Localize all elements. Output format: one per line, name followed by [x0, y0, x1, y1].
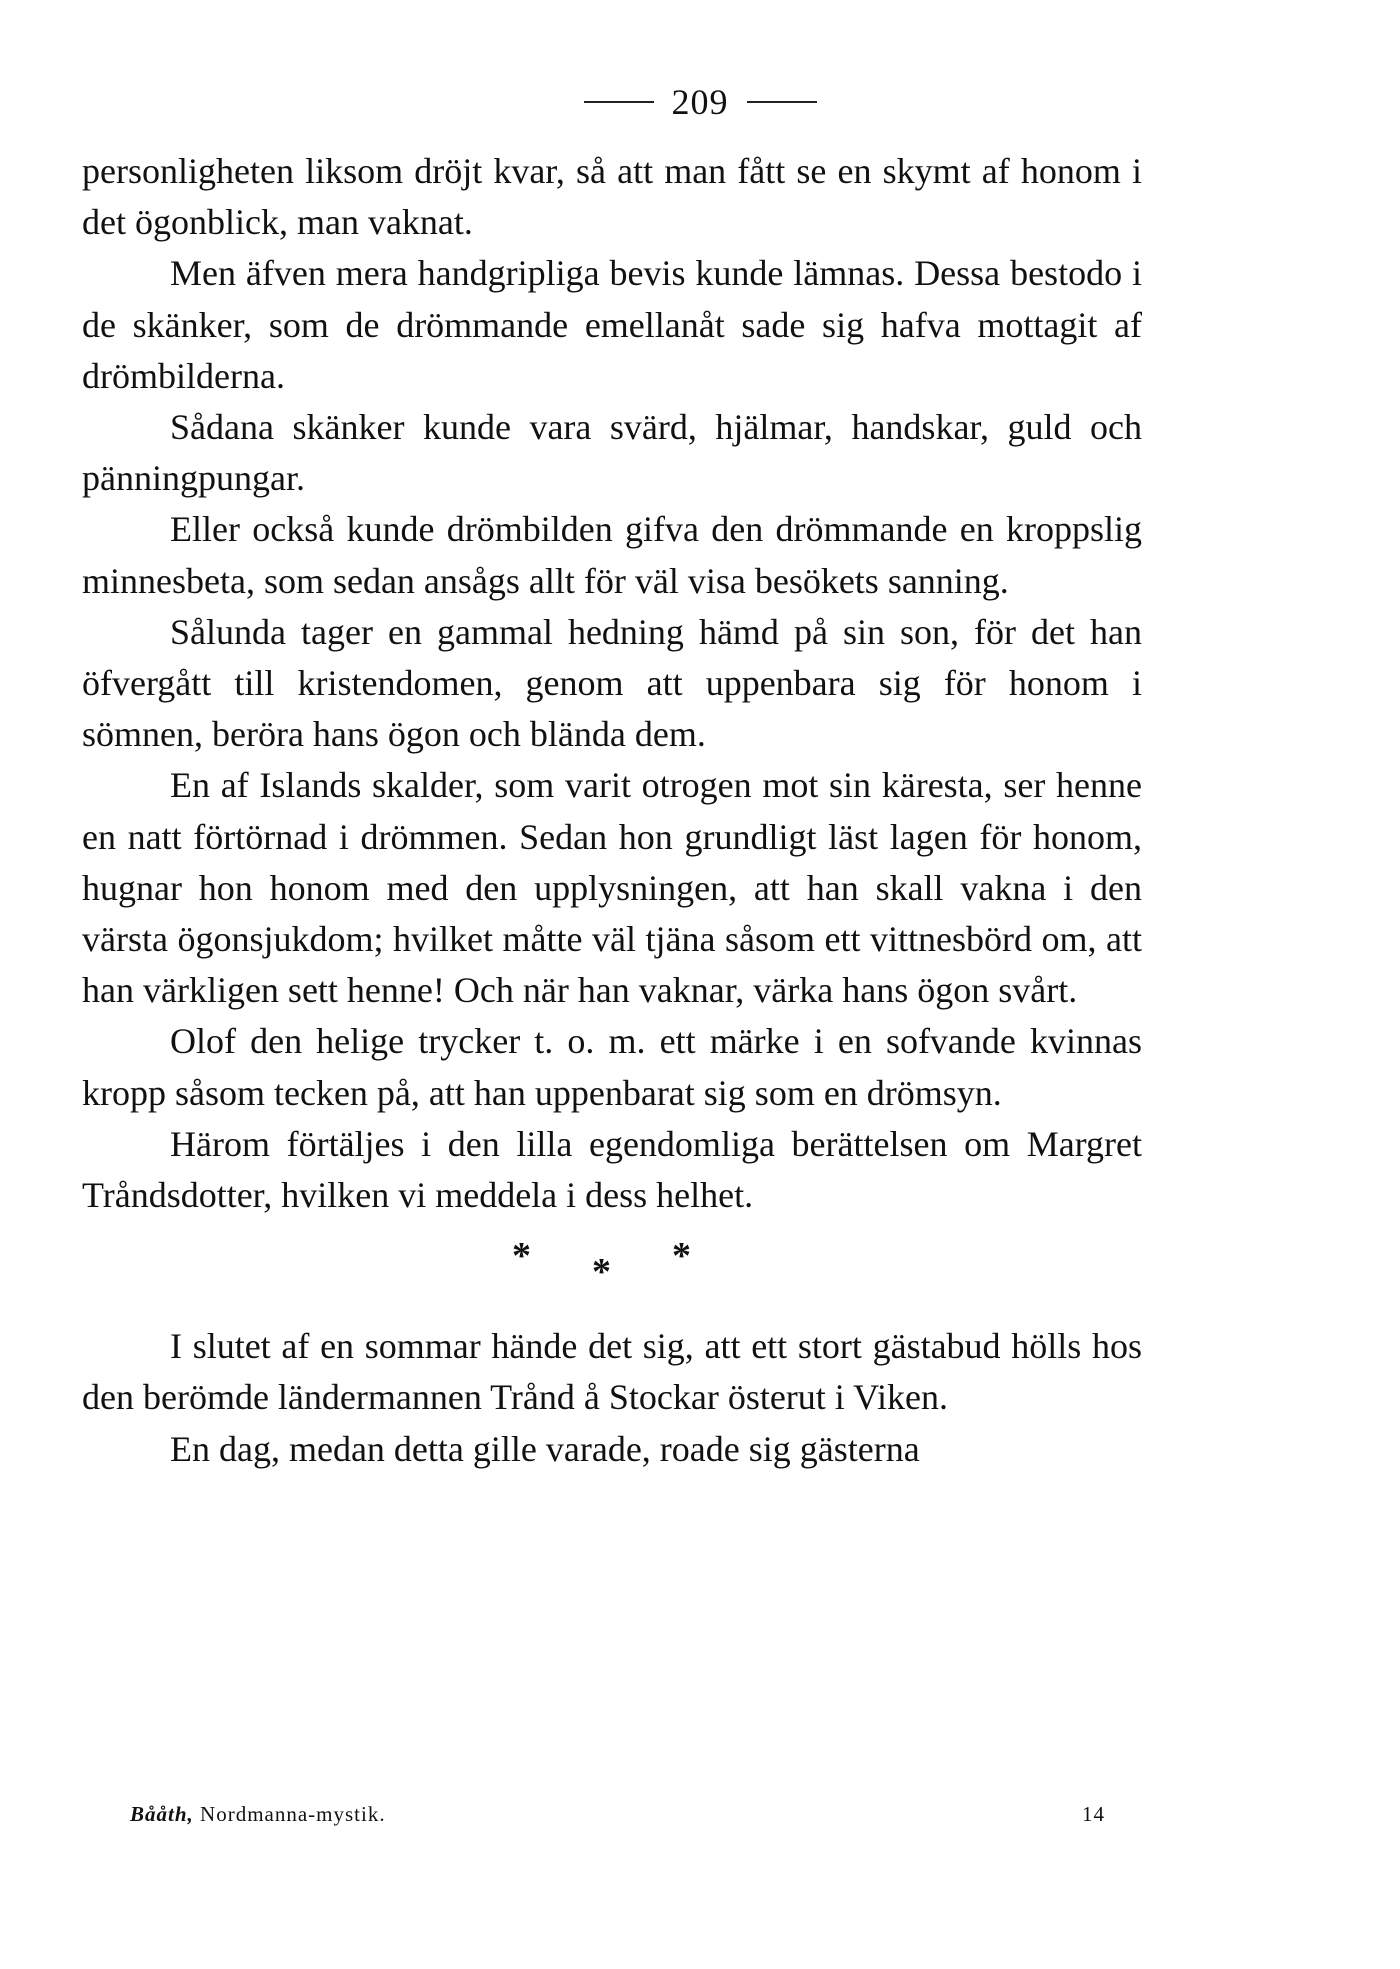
paragraph: En dag, medan detta gille varade, roade sig gästerna: [170, 1428, 920, 1469]
page-header: [0, 82, 1400, 122]
paragraph: Men äfven mera handgripliga bevis kunde lämnas. Dessa bestodo i de skänker, som de drömmande emellanåt sade sig hafva mottagit af drömbilderna.: [82, 253, 1142, 396]
header-rule-right: [747, 101, 817, 103]
footer-author: Bååth,: [130, 1802, 194, 1826]
page-footer: [130, 1802, 1105, 1827]
header-rule-left: [584, 101, 654, 103]
paragraph: I slutet af en sommar hände det sig, att ett stort gästabud hölls hos den berömde ländermannen Trånd å Stockar österut i Viken.: [82, 1326, 1142, 1418]
paragraph: En af Islands skalder, som varit otrogen mot sin käresta, ser henne en natt förtörnad i drömmen. Sedan hon grundligt läst lagen för honom, hugnar hon honom med den upplysningen, att han skall vakna i den värsta ögonsjukdom; hvilket måtte väl tjäna såsom ett vittnesbörd om, att han värkligen sett henne! Och när han vaknar, värka hans ögon svårt.: [82, 765, 1142, 1011]
paragraph-continued: personligheten liksom dröjt kvar, så att man fått se en skymt af honom i det ögonblick, man vaknat.: [82, 151, 1142, 243]
page-number: 209: [671, 82, 729, 122]
paragraph: Härom förtäljes i den lilla egendomliga berättelsen om Margret Tråndsdotter, hvilken vi meddela i dess helhet.: [82, 1123, 1142, 1216]
asterisk-middle: *: [592, 1251, 611, 1294]
section-asterism: [82, 1221, 1142, 1321]
footer-title: Nordmanna-mystik.: [200, 1802, 386, 1826]
footer-imprint: [130, 1802, 386, 1827]
asterisk-right: *: [672, 1235, 691, 1278]
paragraph: Olof den helige trycker t. o. m. ett märke i en sofvande kvinnas kropp såsom tecken på, att han uppenbarat sig som en drömsyn.: [82, 1021, 1142, 1113]
paragraph: Sålunda tager en gammal hedning hämd på sin son, för det han öfvergått till kristendomen, genom att uppenbara sig för honom i sömnen, beröra hans ögon och blända dem.: [82, 611, 1142, 755]
paragraph: Eller också kunde drömbilden gifva den drömmande en kroppslig minnesbeta, som sedan ansågs allt för väl visa besökets sanning.: [82, 509, 1142, 601]
body-text: [82, 146, 1142, 1475]
asterisk-left: *: [512, 1235, 531, 1278]
footer-signature-mark: 14: [1082, 1802, 1105, 1826]
paragraph: Sådana skänker kunde vara svärd, hjälmar, handskar, guld och pänningpungar.: [82, 407, 1142, 499]
